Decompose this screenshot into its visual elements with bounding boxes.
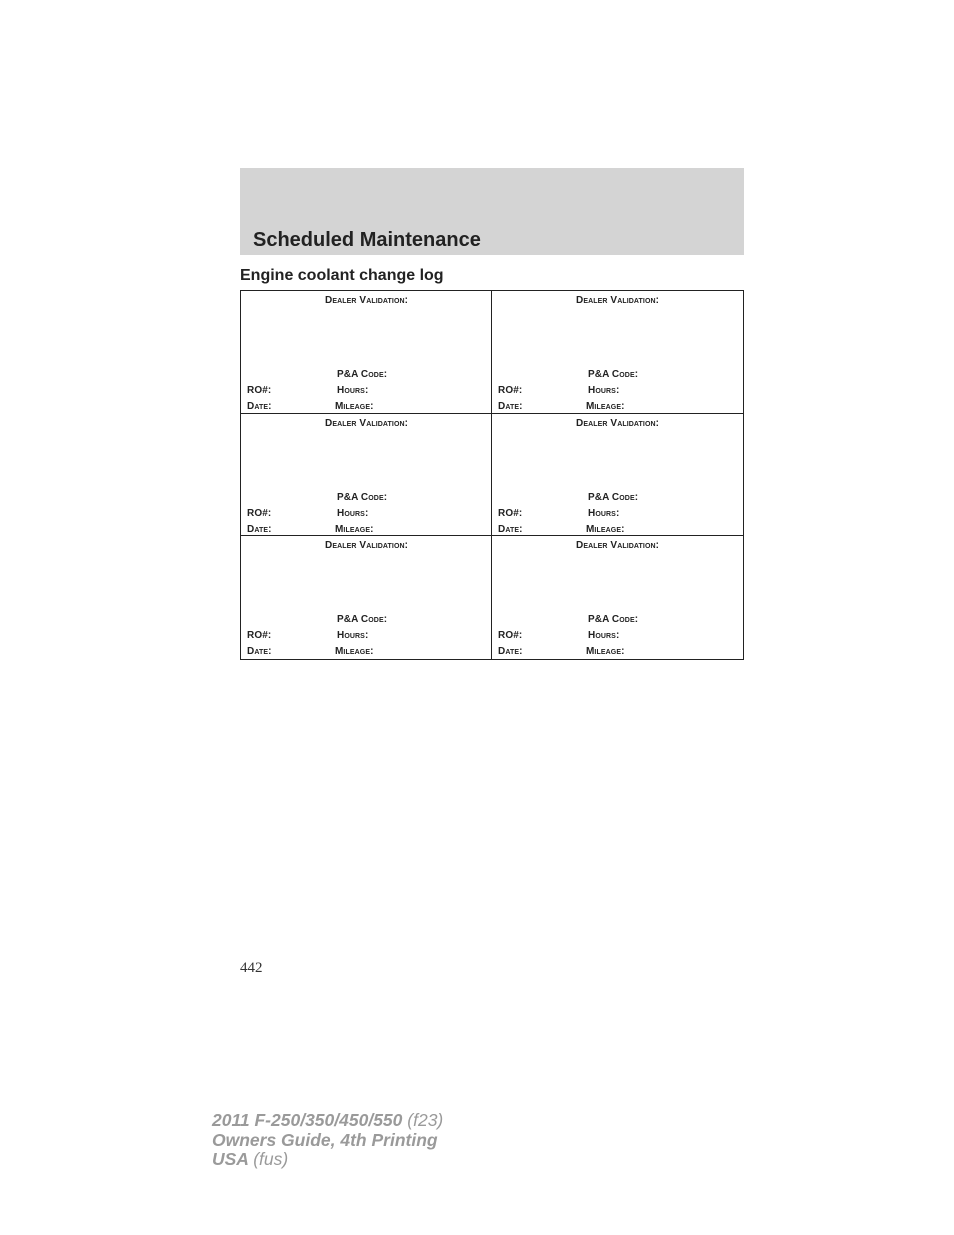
mileage-label: Mileage: (335, 401, 374, 412)
mileage-label: Mileage: (586, 523, 625, 535)
ro-number-label: RO#: (498, 385, 523, 396)
pa-code-label: P&A Code: (337, 614, 388, 626)
dealer-validation-label: Dealer Validation: (576, 417, 660, 429)
footer-region-code: (fus) (253, 1149, 289, 1169)
log-entry (492, 414, 743, 537)
footer-model-code: (f23) (407, 1110, 444, 1130)
page-number: 442 (240, 960, 263, 976)
date-label: Date: (247, 523, 272, 535)
date-label: Date: (247, 401, 272, 412)
log-entry (241, 536, 492, 659)
hours-label: Hours: (588, 385, 620, 396)
mileage-label: Mileage: (335, 646, 374, 658)
hours-label: Hours: (337, 630, 369, 642)
hours-label: Hours: (337, 385, 369, 396)
log-entry (241, 414, 492, 537)
pa-code-label: P&A Code: (588, 614, 639, 626)
mileage-label: Mileage: (586, 646, 625, 658)
footer-line-guide: Owners Guide, 4th Printing (212, 1129, 438, 1150)
date-label: Date: (498, 401, 523, 412)
hours-label: Hours: (337, 507, 369, 519)
ro-number-label: RO#: (498, 630, 523, 642)
date-label: Date: (247, 646, 272, 658)
ro-number-label: RO#: (498, 507, 523, 519)
pa-code-label: P&A Code: (588, 369, 639, 380)
hours-label: Hours: (588, 507, 620, 519)
section-title: Scheduled Maintenance (253, 229, 481, 251)
dealer-validation-label: Dealer Validation: (576, 540, 660, 552)
log-entry (241, 291, 492, 414)
ro-number-label: RO#: (247, 507, 272, 519)
log-title: Engine coolant change log (240, 267, 444, 284)
pa-code-label: P&A Code: (337, 369, 388, 380)
ro-number-label: RO#: (247, 385, 272, 396)
pa-code-label: P&A Code: (588, 491, 639, 503)
log-entry (492, 536, 743, 659)
dealer-validation-label: Dealer Validation: (576, 295, 660, 306)
footer-model: 2011 F-250/350/450/550 (212, 1110, 403, 1130)
dealer-validation-label: Dealer Validation: (325, 417, 409, 429)
mileage-label: Mileage: (586, 401, 625, 412)
footer-line-region (212, 1150, 443, 1170)
ro-number-label: RO#: (247, 630, 272, 642)
dealer-validation-label: Dealer Validation: (325, 295, 409, 306)
section-header-band (240, 168, 744, 255)
hours-label: Hours: (588, 630, 620, 642)
dealer-validation-label: Dealer Validation: (325, 540, 409, 552)
document-footer (212, 1111, 443, 1170)
date-label: Date: (498, 646, 523, 658)
footer-region: USA (212, 1149, 249, 1169)
engine-coolant-log-table (240, 290, 744, 660)
mileage-label: Mileage: (335, 523, 374, 535)
footer-line-model (212, 1111, 443, 1131)
date-label: Date: (498, 523, 523, 535)
log-entry (492, 291, 743, 414)
pa-code-label: P&A Code: (337, 491, 388, 503)
